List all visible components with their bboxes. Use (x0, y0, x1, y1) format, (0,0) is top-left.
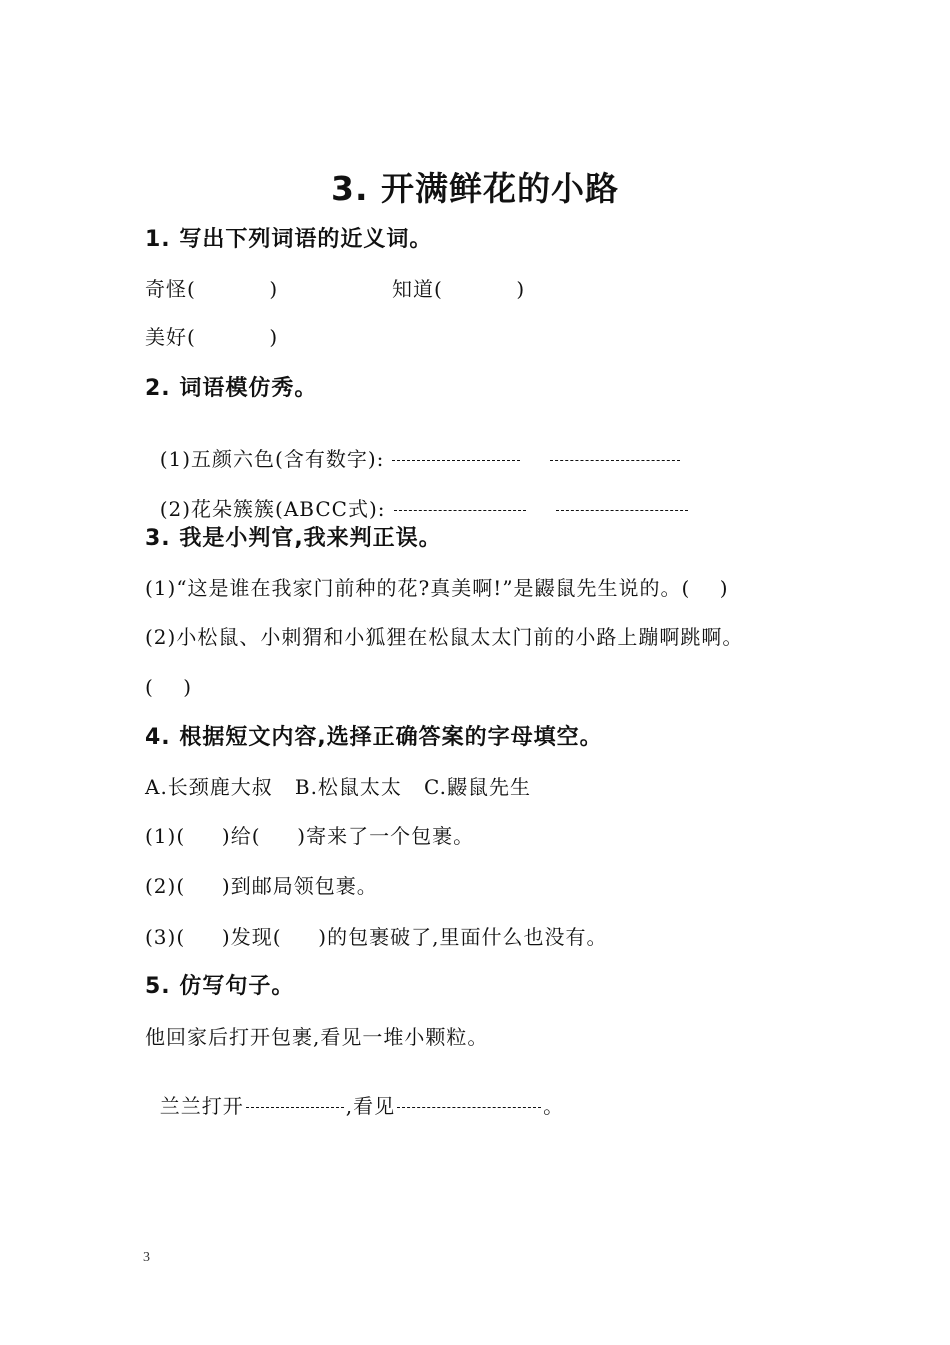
imitation-item-1 (145, 429, 688, 469)
prompt-start: 兰兰打开 (159, 1094, 244, 1118)
judge-item-1: (1)“这是谁在我家门前种的花?真美啊!”是鼹鼠先生说的。( ) (145, 576, 729, 600)
section-2-heading: 2. 词语模仿秀。 (145, 376, 318, 401)
imitation-prompt (145, 1076, 564, 1116)
section-3-heading: 3. 我是小判官,我来判正误。 (145, 526, 442, 551)
answer-blank (246, 1107, 344, 1108)
page-title: 3. 开满鲜花的小路 (331, 169, 619, 208)
prompt-end: 。 (543, 1094, 565, 1118)
fill-item-2: (2)( )到邮局领包裹。 (145, 874, 378, 898)
section-4-heading: 4. 根据短文内容,选择正确答案的字母填空。 (145, 725, 603, 750)
fill-item-1: (1)( )给( )寄来了一个包裹。 (145, 824, 475, 848)
synonym-row-1a: 奇怪( ) (145, 277, 279, 301)
answer-blank (394, 510, 526, 511)
imitation-item-1-text: (1)五颜六色(含有数字): (159, 447, 385, 471)
imitation-item-2-text: (2)花朵簇簇(ABCC式): (159, 497, 386, 521)
answer-blank (397, 1107, 541, 1108)
section-5-heading: 5. 仿写句子。 (145, 974, 295, 999)
section-1-heading: 1. 写出下列词语的近义词。 (145, 227, 433, 252)
imitation-item-2 (145, 479, 696, 519)
prompt-mid: ,看见 (345, 1094, 396, 1118)
synonym-row-1b: 知道( ) (392, 277, 526, 301)
judge-item-2: (2)小松鼠、小刺猬和小狐狸在松鼠太太门前的小路上蹦啊跳啊。 (145, 625, 744, 649)
synonym-row-2: 美好( ) (145, 325, 279, 349)
answer-options: A.长颈鹿大叔 B.松鼠太太 C.鼹鼠先生 (145, 775, 531, 799)
answer-blank (550, 460, 680, 461)
page-number: 3 (143, 1250, 150, 1265)
answer-blank (392, 460, 520, 461)
judge-item-2-paren: ( ) (145, 675, 193, 699)
answer-blank (556, 510, 688, 511)
example-sentence: 他回家后打开包裹,看见一堆小颗粒。 (145, 1025, 489, 1049)
fill-item-3: (3)( )发现( )的包裹破了,里面什么也没有。 (145, 925, 608, 949)
